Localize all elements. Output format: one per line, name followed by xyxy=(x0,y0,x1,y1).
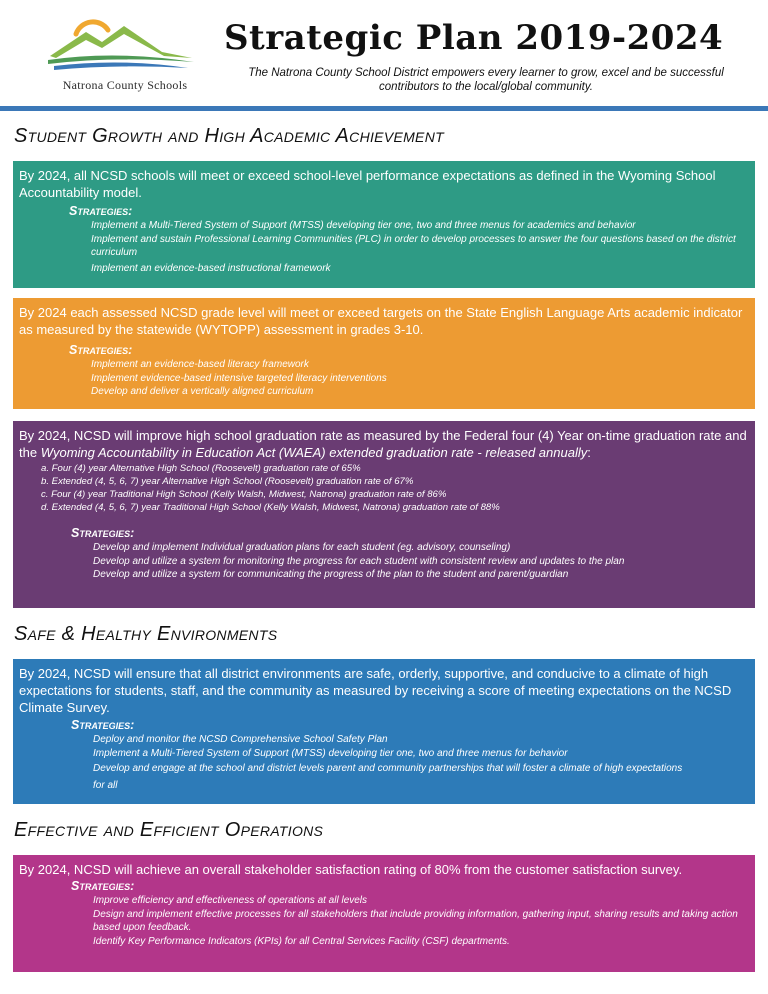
strategy-item: Implement evidence-based intensive targeted literacy interventions xyxy=(91,372,387,384)
goal-text-part: By 2024, NCSD will improve high school graduation rate as measured by the Federal four (4) Year on-time graduation rate and the xyxy=(19,428,747,460)
strategies-label: Strategies: xyxy=(69,343,133,357)
strategy-item: Identify Key Performance Indicators (KPIs) for all Central Services Facility (CSF) departments. xyxy=(93,935,510,947)
goal-box-climate-survey xyxy=(13,659,755,804)
strategy-item: Implement and sustain Professional Learning Communities (PLC) in order to develop processes to answer the four questions based on the district curriculum xyxy=(91,233,736,258)
goal-box-stakeholder-satisfaction xyxy=(13,855,755,972)
strategies-list xyxy=(93,894,747,948)
section-heading-safe-environments: Safe & Healthy Environments xyxy=(14,623,278,645)
strategy-item: Develop and deliver a vertically aligned curriculum xyxy=(91,386,314,397)
strategy-item: Develop and utilize a system for communicating the progress of the plan to the student and parent/guardian xyxy=(93,569,569,580)
goal-text: By 2024, NCSD will achieve an overall stakeholder satisfaction rating of 80% from the customer satisfaction survey. xyxy=(19,862,683,877)
strategy-item: Implement a Multi-Tiered System of Support (MTSS) developing tier one, two and three menus for academics and behavior xyxy=(91,220,636,231)
goal-text-italic: Wyoming Accountability in Education Act (WAEA) extended graduation rate - released annually xyxy=(40,445,588,460)
goal-text: By 2024 each assessed NCSD grade level will meet or exceed targets on the State English Language Arts academic indicator as measured by the statewide (WYTOPP) assessment in grades 3-10. xyxy=(19,305,743,337)
goal-text: By 2024, NCSD will ensure that all district environments are safe, orderly, supportive, and conducive to a climate of high expectations for students, staff, and the community as measured by receiving a score of meeting expectations on the NCSD Climate Survey. xyxy=(19,666,732,715)
logo-text: Natrona County Schools xyxy=(62,78,188,92)
strategies-list xyxy=(93,541,747,582)
strategies-label: Strategies: xyxy=(71,718,135,732)
strategy-item: Develop and implement Individual graduation plans for each student (eg. advisory, counseling) xyxy=(93,542,511,553)
strategy-item: Implement a Multi-Tiered System of Support (MTSS) developing tier one, two and three menus for behavior xyxy=(93,747,568,759)
mountain-logo-icon xyxy=(46,12,196,74)
strategies-label: Strategies: xyxy=(71,526,135,540)
strategy-item: Develop and utilize a system for monitoring the progress for each student with consistent review and updates to the plan xyxy=(93,555,625,567)
target-item: a. Four (4) year Alternative High School (Roosevelt) graduation rate of 65% xyxy=(41,463,361,474)
strategies-label: Strategies: xyxy=(71,879,135,893)
section-heading-student-growth: Student Growth and High Academic Achievement xyxy=(14,125,444,147)
goal-box-graduation-rate xyxy=(13,421,755,608)
strategy-item: Design and implement effective processes for all stakeholders that include providing information, gathering input, sharing results and taking action based upon feedback. xyxy=(93,908,738,933)
section-heading-operations: Effective and Efficient Operations xyxy=(14,819,324,841)
goal-text-end: : xyxy=(587,445,591,460)
strategy-item: Improve efficiency and effectiveness of operations at all levels xyxy=(93,895,368,906)
page-title: Strategic Plan 2019-2024 xyxy=(224,18,724,58)
goal-box-ela-targets xyxy=(13,298,755,409)
goal-box-school-performance xyxy=(13,161,755,288)
strategy-item: Deploy and monitor the NCSD Comprehensive School Safety Plan xyxy=(93,734,388,745)
strategy-item: Implement an evidence-based instructional framework xyxy=(91,262,331,274)
strategies-list xyxy=(91,219,747,275)
strategies-list xyxy=(91,358,747,399)
goal-text xyxy=(19,427,747,461)
graduation-targets-list xyxy=(41,462,747,514)
district-logo xyxy=(40,12,210,94)
target-item: d. Extended (4, 5, 6, 7) year Traditional High School (Kelly Walsh, Midwest, Natrona) graduation rate of 88% xyxy=(41,502,500,513)
strategy-item: Develop and engage at the school and district levels parent and community partnerships that will foster a climate of high expectations for all xyxy=(93,763,683,791)
target-item: b. Extended (4, 5, 6, 7) year Alternative High School (Roosevelt) graduation rate of 67% xyxy=(41,476,414,487)
strategies-label: Strategies: xyxy=(69,204,133,218)
goal-text: By 2024, all NCSD schools will meet or exceed school-level performance expectations as defined in the Wyoming School Accountability model. xyxy=(19,168,716,200)
mission-tagline: The Natrona County School District empowers every learner to grow, excel and be successful contributors to the local/global community. xyxy=(248,67,724,93)
target-item: c. Four (4) year Traditional High School (Kelly Walsh, Midwest, Natrona) graduation rate of 86% xyxy=(41,489,447,500)
strategies-list xyxy=(93,733,693,794)
strategy-item: Implement an evidence-based literacy framework xyxy=(91,359,309,370)
page-header xyxy=(0,0,768,106)
header-divider xyxy=(0,106,768,111)
